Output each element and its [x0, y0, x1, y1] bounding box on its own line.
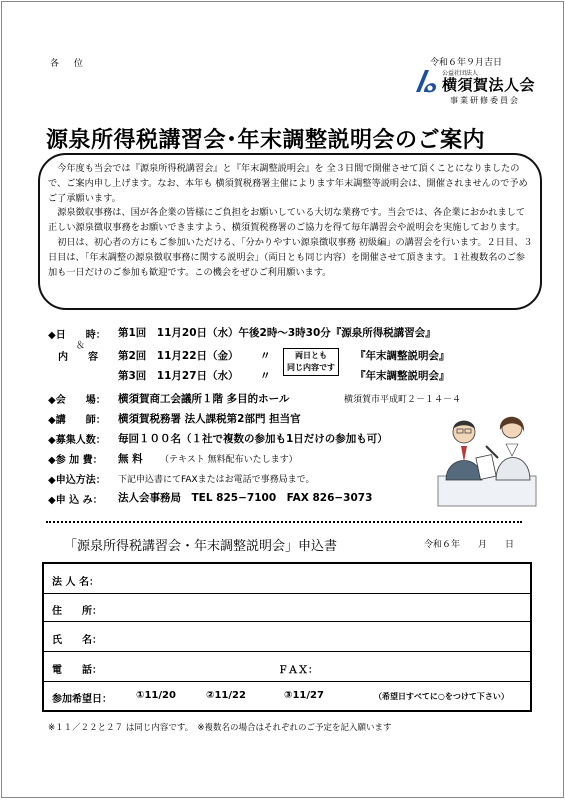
committee-name: 事業研修委員会: [450, 96, 520, 105]
venue-address: 横須賀市平成町２－１４－４: [344, 395, 462, 405]
apply-to: 法人会事務局 TEL 825−7100 FAX 826−3073: [118, 492, 373, 504]
application-form: [42, 562, 532, 712]
page: [1, 1, 564, 798]
venue-label: ◆会 場：: [48, 395, 106, 406]
phone-label: 電 話：: [52, 665, 102, 676]
schedule-label: ◆日 時：: [48, 330, 106, 341]
org-name: 横須賀法人会: [442, 76, 536, 94]
ditto-mark: 〃: [260, 350, 271, 362]
form-date: 令和６年 月 日: [424, 540, 515, 550]
page-title: 源泉所得税講習会･年末調整説明会のご案内: [46, 128, 486, 153]
capacity: 毎回１００名（１社で複数の参加も1日だけの参加も可）: [118, 433, 388, 445]
intro-paragraph: 今年度も当会では『源泉所得税講習会』と『年末調整説明会』を 全３日間で開催させて頂くことになりましたので、ご案内申し上げます。なお、本年も 横須賀税務署主催によります年末調整等説明会は、開催されませんので予めご了承願います。: [48, 163, 528, 204]
wish-note: （希望日すべてに○をつけて下さい）: [374, 692, 509, 701]
form-row-phone[interactable]: [44, 652, 530, 682]
intro-paragraph: 初日は、初心者の方にもご参加いただける、「分かりやすい源泉徴収事務 初級編」の講習会を行います。２日目、３日目は、「年末調整の源泉徴収事務に関する説明会」（両日とも同じ内容）を開催させて頂きます。１社複数名のご参加も一日だけのご参加も歓迎です。この機会をぜひご利用願います。: [48, 236, 533, 278]
fee: 無 料: [118, 453, 143, 465]
option-1120[interactable]: ①11/20: [136, 690, 176, 701]
form-row-wish: [44, 682, 530, 710]
fee-label: ◆参 加 費：: [48, 455, 103, 466]
option-1127[interactable]: ③11/27: [284, 690, 324, 701]
same-content-note-text: 両日とも 同じ内容です: [287, 351, 335, 372]
same-content-note: [283, 348, 339, 376]
capacity-label: ◆募集人数：: [48, 435, 106, 446]
name-label: 氏 名：: [52, 635, 102, 646]
issue-date: 令和６年９月吉日: [430, 58, 503, 68]
wish-label: 参加希望日：: [52, 694, 112, 705]
address-label: 住 所：: [52, 606, 102, 617]
option-1122[interactable]: ②11/22: [206, 690, 246, 701]
apply-to-label: ◆申 込 み：: [48, 495, 103, 506]
venue: 横須賀商工会議所１階 多目的ホール: [118, 393, 290, 405]
session-3-title: 『年末調整説明会』: [355, 370, 450, 382]
ditto-mark: 〃: [260, 370, 271, 382]
cut-line: [46, 521, 522, 523]
company-label: 法 人 名：: [52, 577, 99, 588]
schedule-amp: ＆: [76, 341, 86, 351]
lecturer: 横須賀税務署 法人課税第2部門 担当官: [118, 413, 301, 425]
session-2: 第2回 11月22日（金）: [118, 350, 239, 362]
org-type: 公益社団法人: [442, 70, 479, 77]
form-title: 「源泉所得税講習会・年末調整説明会」申込書: [64, 539, 338, 554]
session-3: 第3回 11月27日（水）: [118, 370, 239, 382]
addressee: 各 位: [50, 59, 89, 69]
form-row-company[interactable]: [44, 564, 530, 594]
content-label: 内 容: [58, 352, 98, 363]
form-row-name[interactable]: [44, 622, 530, 652]
footnote: ※１１／２２と２７ は同じ内容です。 ※複数名の場合はそれぞれのご予定を記入願います: [48, 723, 392, 733]
fax-label: ＦＡＸ：: [278, 665, 318, 676]
intro-text: [48, 162, 534, 280]
session-1: 第1回 11月20日（水）午後2時～3時30分『源泉所得税講習会』: [118, 327, 436, 339]
hojinkai-logo-icon: [414, 68, 438, 94]
apply-method: 下記申込書にてFAXまたはお電話で事務局まで。: [118, 475, 315, 485]
intro-paragraph: 源泉徴収事務は、国が各企業の皆様にご負担をお願いしている大切な業務です。当会では、各企業におかれまして正しい源泉徴収事務をお願いできますよう、横須賀税務署のご協力を得て毎年講習会や説明会を実施しております。: [48, 207, 526, 234]
form-row-address[interactable]: [44, 594, 530, 622]
fee-note: （テキスト 無料配布いたします）: [160, 455, 298, 465]
session-2-title: 『年末調整説明会』: [355, 350, 450, 362]
lecturer-label: ◆講 師：: [48, 415, 106, 426]
business-people-illustration: [434, 410, 540, 510]
apply-method-label: ◆申込方法：: [48, 475, 106, 486]
